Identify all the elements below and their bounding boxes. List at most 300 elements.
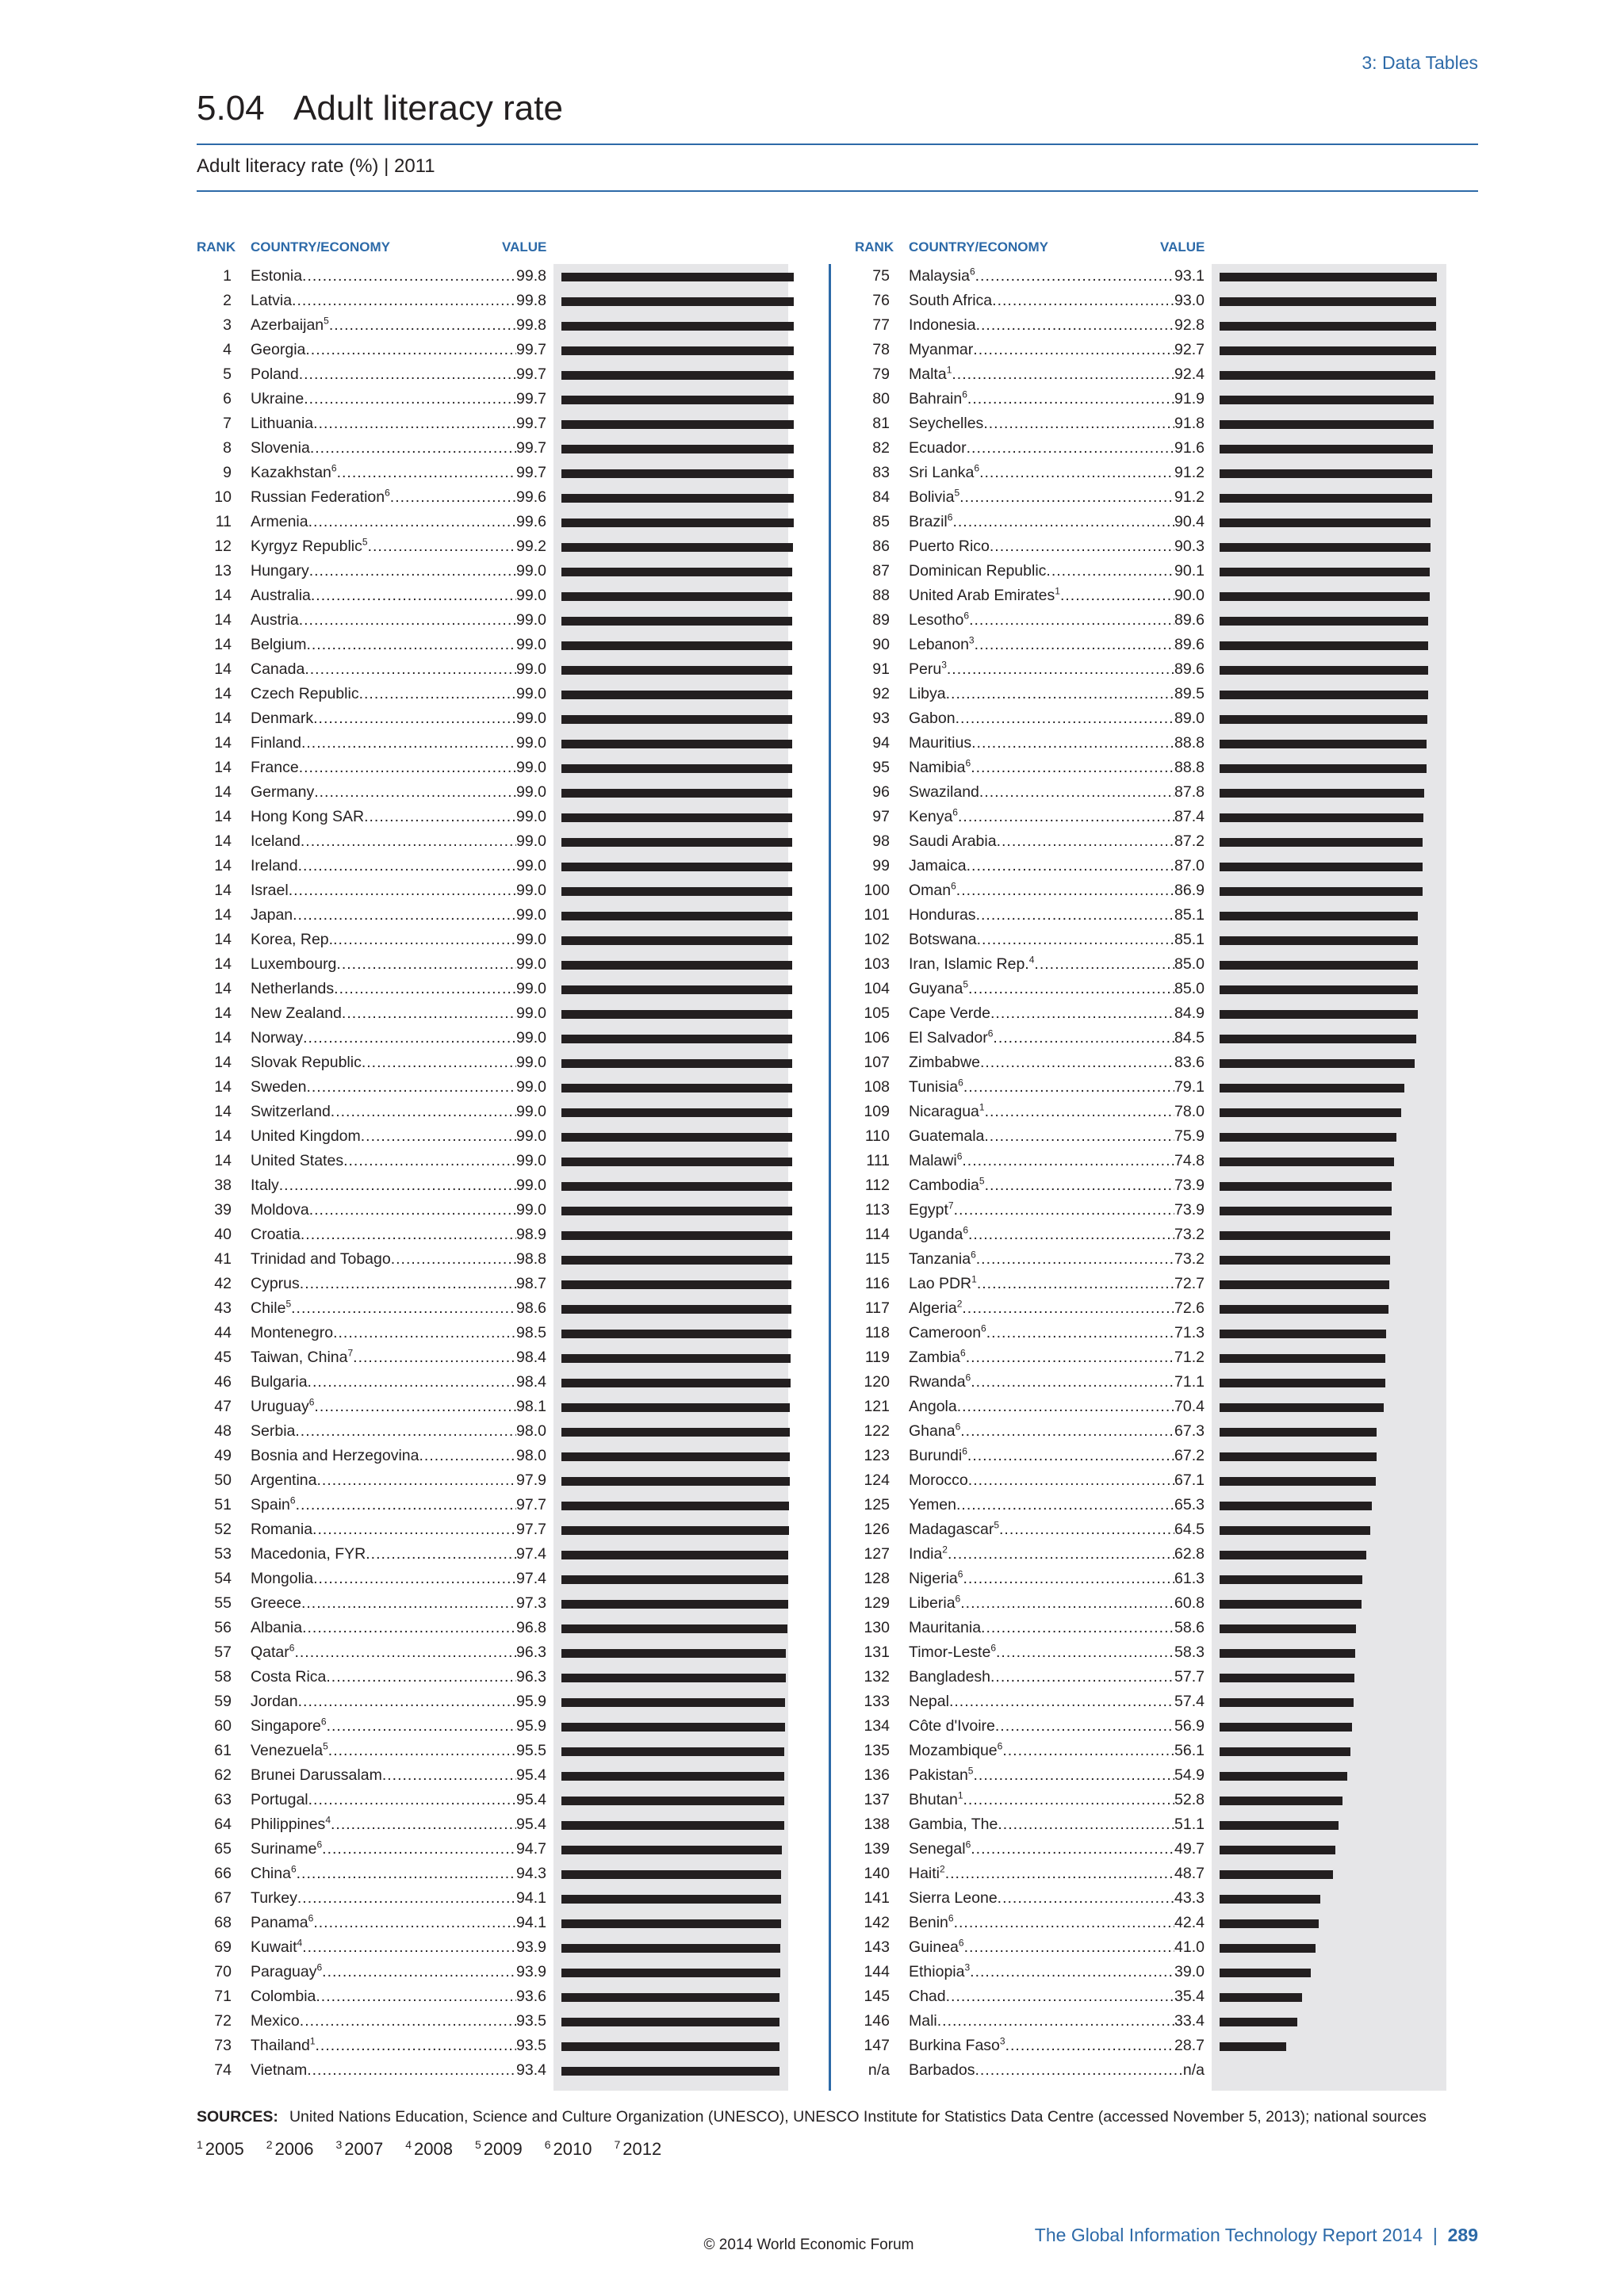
table-row bbox=[197, 1419, 799, 1444]
country-name bbox=[251, 706, 313, 731]
footnote-mark: 6 bbox=[965, 1839, 971, 1850]
value-label: 71.2 bbox=[1174, 1349, 1205, 1366]
table-row bbox=[855, 1468, 1457, 1493]
value-bar bbox=[561, 1797, 784, 1805]
rank-label: 47 bbox=[214, 1398, 232, 1415]
country-text: Latvia bbox=[251, 292, 293, 309]
table-row bbox=[197, 1984, 799, 2009]
value-bar bbox=[561, 1133, 792, 1142]
country-text: Canada bbox=[251, 660, 305, 678]
country-name bbox=[909, 1075, 963, 1100]
country-entry bbox=[909, 1591, 1205, 1616]
value-bar bbox=[1220, 592, 1430, 601]
leader-dots bbox=[968, 1223, 1174, 1247]
value-label: 96.3 bbox=[516, 1668, 546, 1686]
country-entry bbox=[251, 338, 546, 362]
table-row bbox=[855, 952, 1457, 977]
country-name bbox=[251, 1911, 313, 1935]
value-bar bbox=[561, 1747, 784, 1756]
value-label: 98.0 bbox=[516, 1447, 546, 1464]
country-entry bbox=[251, 1935, 546, 1960]
value-label: 56.9 bbox=[1174, 1717, 1205, 1735]
country-text: Nepal bbox=[909, 1693, 949, 1710]
country-entry bbox=[251, 657, 546, 682]
rank-label: 14 bbox=[214, 857, 232, 874]
value-bar bbox=[1220, 445, 1433, 453]
table-row bbox=[855, 1223, 1457, 1247]
country-entry bbox=[909, 608, 1205, 633]
country-entry bbox=[909, 1444, 1205, 1468]
country-entry bbox=[909, 805, 1205, 829]
footnote-item bbox=[197, 2139, 255, 2159]
country-entry bbox=[909, 854, 1205, 878]
title-rule bbox=[197, 144, 1478, 145]
value-bar bbox=[561, 1330, 791, 1338]
country-name bbox=[909, 1689, 949, 1714]
table-row bbox=[855, 1984, 1457, 2009]
country-text: Guatemala bbox=[909, 1127, 985, 1145]
value-label: 97.4 bbox=[516, 1570, 546, 1587]
value-bar bbox=[561, 469, 794, 478]
table-row bbox=[197, 1272, 799, 1296]
value-bar bbox=[1220, 322, 1436, 331]
table-row bbox=[855, 1149, 1457, 1173]
footnote-mark: 5 bbox=[323, 1740, 328, 1752]
value-label: 99.6 bbox=[516, 513, 546, 530]
country-name bbox=[909, 1493, 956, 1517]
leader-dots bbox=[313, 1567, 516, 1591]
country-name bbox=[909, 952, 1034, 977]
country-name bbox=[251, 1591, 301, 1616]
leader-dots bbox=[968, 1468, 1174, 1493]
leader-dots bbox=[962, 1296, 1174, 1321]
value-bar bbox=[561, 838, 792, 847]
rank-label: 4 bbox=[223, 341, 232, 358]
country-name bbox=[251, 1419, 295, 1444]
value-bar bbox=[561, 1084, 792, 1093]
leader-dots bbox=[1002, 1739, 1174, 1763]
value-label: 98.4 bbox=[516, 1373, 546, 1391]
value-label: 89.6 bbox=[1174, 611, 1205, 629]
leader-dots bbox=[984, 1124, 1174, 1149]
table-row bbox=[197, 706, 799, 731]
country-entry bbox=[909, 1026, 1205, 1050]
value-label: 99.0 bbox=[516, 587, 546, 604]
rank-label: 83 bbox=[872, 464, 890, 481]
table-row bbox=[197, 829, 799, 854]
country-text: Libya bbox=[909, 685, 946, 702]
footnote-mark: 6 bbox=[990, 1642, 996, 1654]
report-footer bbox=[952, 2225, 1478, 2246]
country-text: Chile bbox=[251, 1299, 286, 1317]
rank-label: 128 bbox=[864, 1570, 890, 1587]
rank-label: 72 bbox=[214, 2012, 232, 2030]
country-name bbox=[909, 1444, 967, 1468]
footer-separator: | bbox=[1432, 2225, 1438, 2245]
value-label: 97.4 bbox=[516, 1545, 546, 1563]
country-name bbox=[251, 731, 301, 756]
table-row bbox=[197, 608, 799, 633]
country-text: Swaziland bbox=[909, 783, 979, 801]
country-text: Côte d'Ivoire bbox=[909, 1717, 995, 1735]
leader-dots bbox=[302, 1616, 516, 1640]
country-text: Oman bbox=[909, 882, 952, 899]
country-entry bbox=[909, 1345, 1205, 1370]
country-name bbox=[909, 1812, 998, 1837]
leader-dots bbox=[1034, 952, 1174, 977]
rank-label: 131 bbox=[864, 1644, 890, 1661]
country-entry bbox=[909, 1517, 1205, 1542]
rank-label: 134 bbox=[864, 1717, 890, 1735]
table-row bbox=[855, 1689, 1457, 1714]
value-label: 99.8 bbox=[516, 292, 546, 309]
country-text: Hong Kong SAR bbox=[251, 808, 365, 825]
value-bar bbox=[1220, 2042, 1286, 2051]
table-row bbox=[855, 1616, 1457, 1640]
value-label: 98.0 bbox=[516, 1422, 546, 1440]
value-bar bbox=[561, 691, 792, 699]
country-name bbox=[909, 1517, 999, 1542]
value-header-right: VALUE bbox=[1160, 239, 1205, 254]
country-name bbox=[909, 2034, 1005, 2058]
footnote-mark: 6 bbox=[963, 610, 970, 622]
page-number: 289 bbox=[1447, 2225, 1478, 2245]
table-row bbox=[197, 1714, 799, 1739]
country-text: Japan bbox=[251, 906, 293, 924]
country-name bbox=[251, 682, 359, 706]
footnote-year: 2009 bbox=[483, 2139, 523, 2160]
value-bar bbox=[1220, 887, 1423, 896]
value-label: 98.9 bbox=[516, 1226, 546, 1243]
country-name bbox=[251, 1395, 314, 1419]
rank-label: 146 bbox=[864, 2012, 890, 2030]
table-row bbox=[855, 289, 1457, 313]
rank-label: 140 bbox=[864, 1865, 890, 1882]
value-bar bbox=[561, 543, 793, 552]
value-bar bbox=[1220, 1010, 1418, 1019]
country-name bbox=[251, 1640, 294, 1665]
country-entry bbox=[909, 878, 1205, 903]
country-name bbox=[251, 2009, 300, 2034]
rank-label: 89 bbox=[872, 611, 890, 629]
country-entry bbox=[251, 1567, 546, 1591]
chart-subtitle: Adult literacy rate (%) | 2011 bbox=[197, 155, 435, 177]
leader-dots bbox=[1005, 2034, 1174, 2058]
table-row bbox=[855, 1812, 1457, 1837]
value-label: 73.2 bbox=[1174, 1250, 1205, 1268]
value-bar bbox=[1220, 691, 1428, 699]
leader-dots bbox=[306, 1075, 516, 1100]
rank-label: 14 bbox=[214, 931, 232, 948]
country-name bbox=[251, 1788, 308, 1812]
value-label: 52.8 bbox=[1174, 1791, 1205, 1808]
table-row bbox=[855, 1960, 1457, 1984]
value-label: 99.7 bbox=[516, 341, 546, 358]
rank-label: 104 bbox=[864, 980, 890, 997]
value-bar bbox=[561, 740, 792, 748]
sources-label: SOURCES: bbox=[197, 2108, 278, 2126]
value-bar bbox=[1220, 1919, 1319, 1928]
leader-dots bbox=[993, 1026, 1174, 1050]
leader-dots bbox=[971, 1837, 1174, 1862]
footnote-mark: 6 bbox=[952, 806, 958, 818]
country-entry bbox=[909, 1149, 1205, 1173]
value-bar bbox=[561, 1870, 781, 1879]
country-name bbox=[251, 559, 309, 584]
country-name bbox=[251, 1345, 353, 1370]
rank-label: 112 bbox=[864, 1177, 890, 1194]
country-name bbox=[251, 362, 299, 387]
value-label: 99.7 bbox=[516, 365, 546, 383]
value-label: 99.0 bbox=[516, 783, 546, 801]
country-text: Bulgaria bbox=[251, 1373, 308, 1391]
value-bar bbox=[561, 494, 794, 503]
value-bar bbox=[561, 592, 792, 601]
value-label: 85.1 bbox=[1174, 906, 1205, 924]
country-name bbox=[909, 1100, 985, 1124]
value-label: 60.8 bbox=[1174, 1594, 1205, 1612]
country-text: Costa Rica bbox=[251, 1668, 327, 1686]
leader-dots bbox=[313, 411, 516, 436]
table-row bbox=[197, 1812, 799, 1837]
country-entry bbox=[909, 1714, 1205, 1739]
country-name bbox=[251, 1714, 327, 1739]
country-entry bbox=[251, 2009, 546, 2034]
value-bar bbox=[1220, 1993, 1302, 2002]
country-entry bbox=[251, 952, 546, 977]
footnote-mark: 1 bbox=[979, 1101, 985, 1113]
country-text: Luxembourg bbox=[251, 955, 337, 973]
rank-label: 124 bbox=[864, 1471, 890, 1489]
value-bar bbox=[561, 1403, 790, 1412]
country-text: Georgia bbox=[251, 341, 306, 358]
rank-label: 84 bbox=[872, 488, 890, 506]
value-bar bbox=[1220, 666, 1428, 675]
country-text: Barbados bbox=[909, 2061, 975, 2079]
rank-label: 99 bbox=[872, 857, 890, 874]
table-row bbox=[855, 338, 1457, 362]
value-bar bbox=[1220, 1747, 1350, 1756]
table-row bbox=[197, 1911, 799, 1935]
leader-dots bbox=[990, 1001, 1174, 1026]
country-name bbox=[251, 829, 301, 854]
country-entry bbox=[909, 1321, 1205, 1345]
country-name bbox=[251, 461, 337, 485]
leader-dots bbox=[977, 1272, 1174, 1296]
leader-dots bbox=[298, 854, 516, 878]
value-bar bbox=[561, 1993, 779, 2002]
country-entry bbox=[251, 1173, 546, 1198]
footnote-mark: 6 bbox=[947, 511, 953, 523]
value-label: 73.2 bbox=[1174, 1226, 1205, 1243]
value-bar bbox=[1220, 1969, 1311, 1977]
leader-dots bbox=[302, 264, 516, 289]
leader-dots bbox=[299, 608, 516, 633]
country-entry bbox=[909, 2009, 1205, 2034]
country-name bbox=[251, 952, 336, 977]
footnote-mark: 6 bbox=[316, 1839, 323, 1850]
country-name bbox=[251, 1739, 328, 1763]
country-entry bbox=[251, 903, 546, 928]
country-name bbox=[909, 313, 976, 338]
country-entry bbox=[251, 461, 546, 485]
value-label: 99.0 bbox=[516, 1103, 546, 1120]
footnote-number: 1 bbox=[197, 2138, 203, 2151]
country-entry bbox=[251, 1911, 546, 1935]
leader-dots bbox=[968, 977, 1174, 1001]
rank-label: 86 bbox=[872, 538, 890, 555]
country-text: New Zealand bbox=[251, 1004, 342, 1022]
footnote-number: 2 bbox=[266, 2138, 273, 2151]
leader-dots bbox=[973, 338, 1174, 362]
rank-label: 69 bbox=[214, 1938, 232, 1956]
country-name bbox=[251, 313, 329, 338]
footnote-mark: 7 bbox=[948, 1200, 954, 1211]
leader-dots bbox=[297, 1886, 516, 1911]
footnote-mark: 6 bbox=[320, 1716, 327, 1728]
table-row bbox=[197, 1001, 799, 1026]
rank-label: 70 bbox=[214, 1963, 232, 1980]
country-entry bbox=[251, 1763, 546, 1788]
rank-label: 38 bbox=[214, 1177, 232, 1194]
rank-label: 73 bbox=[214, 2037, 232, 2054]
country-header-left: COUNTRY/ECONOMY bbox=[251, 239, 390, 254]
country-entry bbox=[909, 264, 1205, 289]
table-row bbox=[855, 1591, 1457, 1616]
country-name bbox=[909, 1567, 963, 1591]
value-bar bbox=[561, 1772, 784, 1781]
value-bar bbox=[561, 1354, 791, 1363]
footnote-mark: 5 bbox=[967, 1765, 974, 1777]
country-entry bbox=[251, 1419, 546, 1444]
country-name bbox=[251, 878, 289, 903]
country-text: Kuwait bbox=[251, 1938, 297, 1956]
value-bar bbox=[561, 1158, 792, 1166]
country-name bbox=[909, 2058, 975, 2083]
table-row bbox=[855, 1886, 1457, 1911]
country-name bbox=[251, 1272, 300, 1296]
leader-dots bbox=[973, 1763, 1174, 1788]
country-entry bbox=[909, 1739, 1205, 1763]
rank-label: 76 bbox=[872, 292, 890, 309]
country-text: Italy bbox=[251, 1177, 279, 1194]
table-row bbox=[197, 1321, 799, 1345]
footnote-mark: 3 bbox=[999, 2035, 1005, 2047]
table-row bbox=[855, 1321, 1457, 1345]
footnote-mark: 2 bbox=[956, 1298, 963, 1310]
value-bar bbox=[1220, 519, 1431, 527]
value-bar bbox=[561, 2042, 779, 2051]
table-row bbox=[197, 1616, 799, 1640]
country-entry bbox=[909, 1935, 1205, 1960]
value-label: 85.1 bbox=[1174, 931, 1205, 948]
country-text: Mauritius bbox=[909, 734, 972, 752]
rank-label: 14 bbox=[214, 710, 232, 727]
country-entry bbox=[909, 1419, 1205, 1444]
country-entry bbox=[251, 1517, 546, 1542]
country-text: Denmark bbox=[251, 710, 314, 727]
country-name bbox=[909, 1198, 954, 1223]
country-name bbox=[909, 657, 947, 682]
country-name bbox=[909, 682, 946, 706]
value-label: 90.3 bbox=[1174, 538, 1205, 555]
value-label: 65.3 bbox=[1174, 1496, 1205, 1513]
country-name bbox=[251, 1247, 391, 1272]
country-name bbox=[909, 362, 952, 387]
country-entry bbox=[909, 2034, 1205, 2058]
footnote-mark: 6 bbox=[289, 1494, 296, 1506]
country-name bbox=[909, 461, 979, 485]
leader-dots bbox=[963, 1075, 1174, 1100]
leader-dots bbox=[294, 1640, 516, 1665]
leader-dots bbox=[419, 1444, 516, 1468]
value-label: 79.1 bbox=[1174, 1078, 1205, 1096]
footnote-number: 6 bbox=[544, 2138, 551, 2151]
country-text: Burkina Faso bbox=[909, 2037, 1000, 2054]
value-bar bbox=[1220, 764, 1427, 773]
value-bar bbox=[1220, 1575, 1362, 1584]
leader-dots bbox=[314, 1395, 516, 1419]
leader-dots bbox=[302, 1935, 516, 1960]
country-text: Venezuela bbox=[251, 1742, 324, 1759]
country-name bbox=[909, 903, 976, 928]
footnote-mark: 6 bbox=[958, 1937, 964, 1949]
country-name bbox=[909, 584, 1060, 608]
rank-label: 133 bbox=[864, 1693, 890, 1710]
value-label: 99.0 bbox=[516, 1177, 546, 1194]
footnote-mark: 6 bbox=[965, 1372, 971, 1383]
country-text: France bbox=[251, 759, 299, 776]
value-bar bbox=[561, 985, 792, 994]
rank-label: 65 bbox=[214, 1840, 232, 1858]
table-row bbox=[197, 1591, 799, 1616]
value-bar bbox=[561, 1452, 790, 1461]
rank-label: 87 bbox=[872, 562, 890, 580]
rank-label: 2 bbox=[223, 292, 232, 309]
table-row bbox=[855, 313, 1457, 338]
country-entry bbox=[251, 878, 546, 903]
value-label: 99.0 bbox=[516, 660, 546, 678]
value-label: 98.4 bbox=[516, 1349, 546, 1366]
table-row bbox=[855, 657, 1457, 682]
table-row bbox=[197, 1763, 799, 1788]
country-text: Slovenia bbox=[251, 439, 310, 457]
value-label: 93.9 bbox=[516, 1963, 546, 1980]
value-label: 98.1 bbox=[516, 1398, 546, 1415]
leader-dots bbox=[301, 1223, 516, 1247]
leader-dots bbox=[311, 584, 516, 608]
leader-dots bbox=[301, 829, 516, 854]
leader-dots bbox=[963, 1567, 1174, 1591]
value-label: 99.0 bbox=[516, 1152, 546, 1169]
country-name bbox=[251, 436, 310, 461]
leader-dots bbox=[316, 1984, 516, 2009]
table-row bbox=[197, 1468, 799, 1493]
leader-dots bbox=[297, 1862, 516, 1886]
value-label: 93.0 bbox=[1174, 292, 1205, 309]
table-row bbox=[197, 878, 799, 903]
value-bar bbox=[1220, 346, 1436, 355]
value-bar bbox=[1220, 1600, 1362, 1609]
country-entry bbox=[251, 1272, 546, 1296]
footnote-mark: 2 bbox=[942, 1544, 948, 1556]
country-name bbox=[251, 805, 364, 829]
rank-label: 40 bbox=[214, 1226, 232, 1243]
leader-dots bbox=[316, 1468, 516, 1493]
country-name bbox=[251, 1763, 382, 1788]
country-name bbox=[909, 1591, 960, 1616]
country-name bbox=[251, 1444, 419, 1468]
